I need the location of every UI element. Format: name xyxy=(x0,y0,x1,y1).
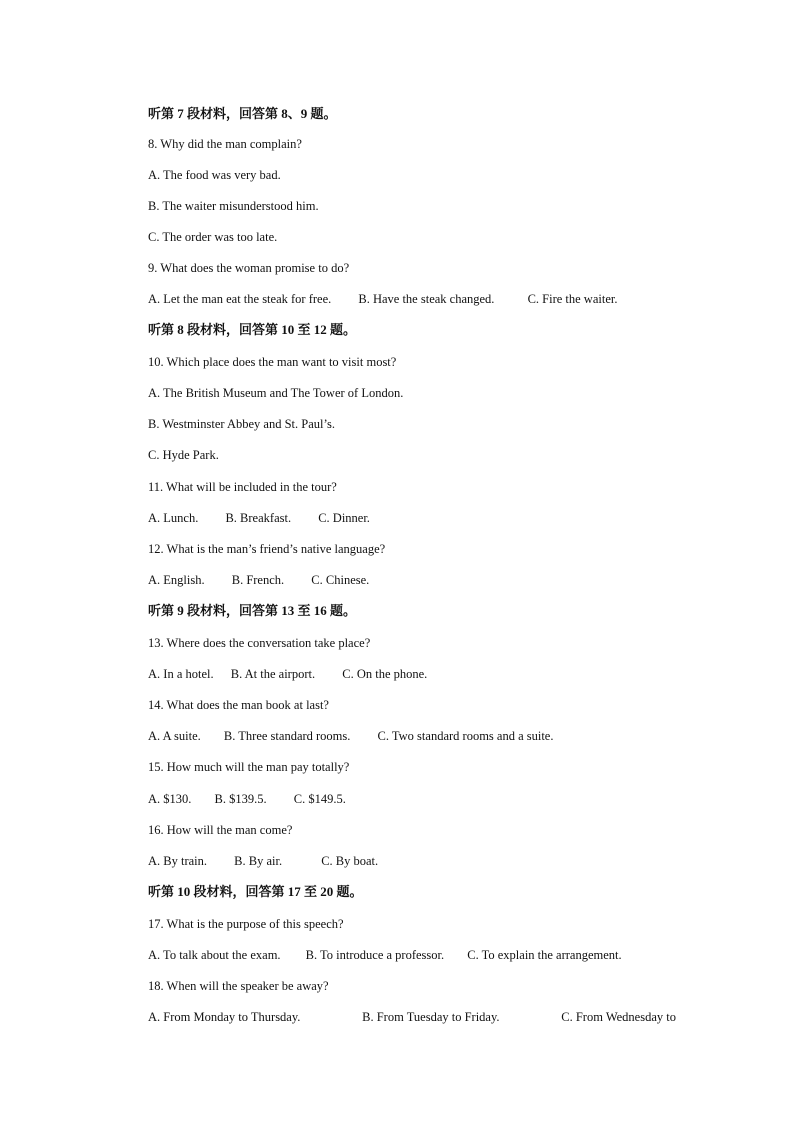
q10-option-a: A. The British Museum and The Tower of London. xyxy=(148,386,404,400)
q14-option-a: A. A suite. xyxy=(148,729,201,743)
q11-option-b: B. Breakfast. xyxy=(225,511,292,525)
question-9: 9. What does the woman promise to do? xyxy=(148,261,350,275)
q9-option-b: B. Have the steak changed. xyxy=(358,292,495,306)
q15-option-c: C. $149.5. xyxy=(293,792,346,806)
q8-option-a: A. The food was very bad. xyxy=(148,168,281,182)
section-heading-7: 听第 7 段材料，回答第 8、9 题。 xyxy=(148,106,337,121)
q13-option-b: B. At the airport. xyxy=(230,667,316,681)
section-heading-9: 听第 9 段材料，回答第 13 至 16 题。 xyxy=(148,603,357,618)
q14-option-c: C. Two standard rooms and a suite. xyxy=(377,729,554,743)
question-11: 11. What will be included in the tour? xyxy=(148,480,337,494)
q15-options xyxy=(148,791,684,807)
question-10: 10. Which place does the man want to visit most? xyxy=(148,355,397,369)
question-17: 17. What is the purpose of this speech? xyxy=(148,917,344,931)
q12-option-b: B. French. xyxy=(231,573,285,587)
q12-option-a: A. English. xyxy=(148,573,205,587)
q10-option-b: B. Westminster Abbey and St. Paul’s. xyxy=(148,417,335,431)
q8-option-b: B. The waiter misunderstood him. xyxy=(148,199,319,213)
q17-option-b: B. To introduce a professor. xyxy=(305,948,445,962)
question-13: 13. Where does the conversation take place? xyxy=(148,636,371,650)
q14-options xyxy=(148,728,684,744)
q13-option-c: C. On the phone. xyxy=(342,667,428,681)
q11-option-c: C. Dinner. xyxy=(318,511,370,525)
q18-option-c: C. From Wednesday to xyxy=(561,1010,676,1024)
section-heading-10: 听第 10 段材料，回答第 17 至 20 题。 xyxy=(148,884,363,899)
q15-option-a: A. $130. xyxy=(148,792,192,806)
q13-options xyxy=(148,666,684,682)
q17-option-a: A. To talk about the exam. xyxy=(148,948,281,962)
q17-option-c: C. To explain the arrangement. xyxy=(467,948,622,962)
q18-option-b: B. From Tuesday to Friday. xyxy=(362,1010,500,1024)
q18-option-a: A. From Monday to Thursday. xyxy=(148,1010,301,1024)
q9-options xyxy=(148,291,684,307)
q11-option-a: A. Lunch. xyxy=(148,511,199,525)
section-heading-8: 听第 8 段材料，回答第 10 至 12 题。 xyxy=(148,322,357,337)
q9-option-a: A. Let the man eat the steak for free. xyxy=(148,292,332,306)
q17-options xyxy=(148,947,684,963)
question-15: 15. How much will the man pay totally? xyxy=(148,760,350,774)
q12-options xyxy=(148,572,684,588)
question-16: 16. How will the man come? xyxy=(148,823,293,837)
q16-option-b: B. By air. xyxy=(234,854,283,868)
q15-option-b: B. $139.5. xyxy=(214,792,267,806)
question-8: 8. Why did the man complain? xyxy=(148,137,302,151)
q9-option-c: C. Fire the waiter. xyxy=(527,292,618,306)
question-14: 14. What does the man book at last? xyxy=(148,698,329,712)
q14-option-b: B. Three standard rooms. xyxy=(223,729,351,743)
question-12: 12. What is the man’s friend’s native language? xyxy=(148,542,386,556)
q18-options xyxy=(148,1009,676,1025)
q16-option-c: C. By boat. xyxy=(321,854,379,868)
q10-option-c: C. Hyde Park. xyxy=(148,448,219,462)
q8-option-c: C. The order was too late. xyxy=(148,230,278,244)
q12-option-c: C. Chinese. xyxy=(311,573,370,587)
q16-option-a: A. By train. xyxy=(148,854,208,868)
q11-options xyxy=(148,510,684,526)
question-18: 18. When will the speaker be away? xyxy=(148,979,329,993)
q13-option-a: A. In a hotel. xyxy=(148,667,214,681)
q16-options xyxy=(148,853,684,869)
